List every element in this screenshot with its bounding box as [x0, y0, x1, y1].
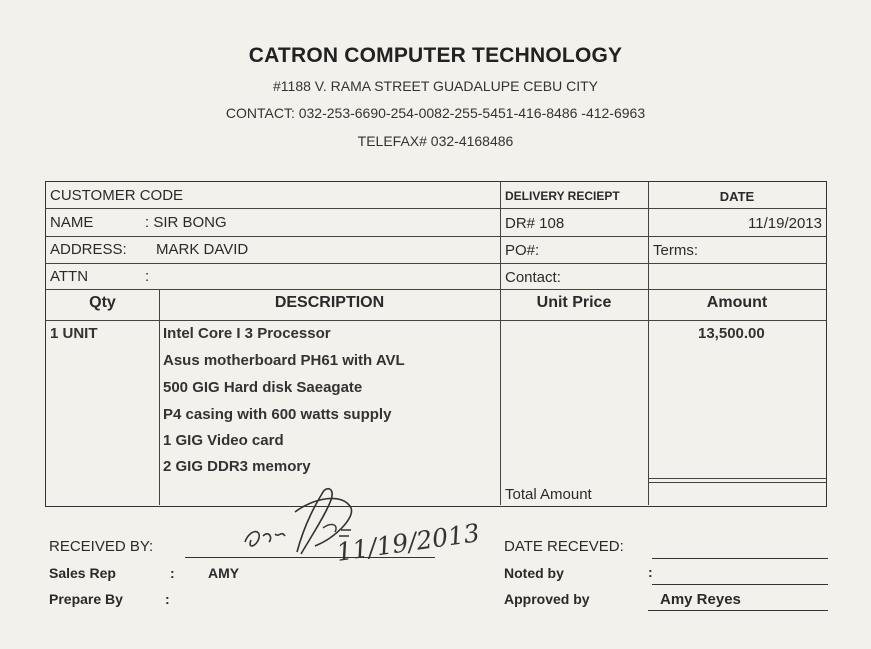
company-name: CATRON COMPUTER TECHNOLOGY	[248, 44, 623, 67]
row-divider	[46, 289, 826, 290]
received-by-label: RECEIVED BY:	[49, 538, 154, 555]
noted-by-label: Noted by	[504, 565, 564, 581]
company-contact: CONTACT: 032-253-6690-254-0082-255-5451-416-8486 -412-6963	[225, 105, 646, 121]
attn-separator: :	[145, 268, 150, 285]
item-description-line: Asus motherboard PH61 with AVL	[163, 352, 405, 369]
row-divider	[46, 263, 826, 264]
customer-code-label: CUSTOMER CODE	[50, 187, 184, 204]
item-description-line: 500 GIG Hard disk Saeagate	[163, 379, 363, 396]
noted-by-separator: :	[648, 564, 653, 580]
address-label: ADDRESS:	[50, 241, 127, 258]
prepare-by-separator: :	[165, 591, 170, 607]
item-amount: 13,500.00	[698, 325, 765, 342]
unit-price-header: Unit Price	[536, 294, 612, 311]
date-value: 11/19/2013	[748, 215, 822, 232]
total-divider	[648, 482, 826, 483]
col-divider	[159, 289, 160, 505]
row-divider	[46, 208, 826, 209]
item-description-line: Intel Core I 3 Processor	[163, 325, 331, 342]
amount-header: Amount	[706, 294, 768, 311]
total-amount-label: Total Amount	[505, 486, 592, 503]
address-value: MARK DAVID	[156, 241, 249, 258]
dr-number: DR# 108	[505, 215, 565, 232]
company-address: #1188 V. RAMA STREET GUADALUPE CEBU CITY	[273, 78, 598, 94]
item-description-line: 2 GIG DDR3 memory	[163, 458, 311, 475]
col-divider	[500, 182, 501, 505]
po-label: PO#:	[505, 242, 540, 259]
contact-label: Contact:	[505, 269, 561, 286]
name-label: NAME	[50, 214, 94, 231]
row-divider	[46, 320, 826, 321]
received-by-line	[185, 557, 435, 558]
qty-header: Qty	[89, 294, 116, 311]
item-qty: 1 UNIT	[50, 325, 98, 342]
received-date-handwritten: 11/19/2013	[334, 518, 482, 567]
item-description-line: 1 GIG Video card	[163, 432, 284, 449]
delivery-receipt-label: DELIVERY RECIEPT	[505, 189, 620, 203]
company-telefax: TELEFAX# 032-4168486	[357, 133, 514, 149]
col-divider	[648, 182, 649, 505]
row-divider	[46, 236, 826, 237]
noted-by-line	[652, 584, 828, 585]
sales-rep-label: Sales Rep	[49, 565, 116, 581]
sales-rep-separator: :	[170, 565, 175, 581]
date-received-line	[652, 558, 828, 559]
approved-by-label: Approved by	[504, 591, 590, 607]
date-received-label: DATE RECEVED:	[504, 538, 624, 555]
date-label: DATE	[719, 189, 755, 204]
total-divider	[648, 478, 826, 479]
item-description-line: P4 casing with 600 watts supply	[163, 406, 392, 423]
attn-label: ATTN	[50, 268, 89, 285]
approved-by-line	[648, 610, 828, 611]
delivery-receipt-table	[45, 181, 827, 507]
sales-rep-value: AMY	[208, 565, 240, 581]
description-header: DESCRIPTION	[274, 294, 385, 311]
prepare-by-label: Prepare By	[49, 591, 123, 607]
approved-by-value: Amy Reyes	[660, 591, 741, 608]
terms-label: Terms:	[653, 242, 698, 259]
name-value: : SIR BONG	[145, 214, 227, 231]
